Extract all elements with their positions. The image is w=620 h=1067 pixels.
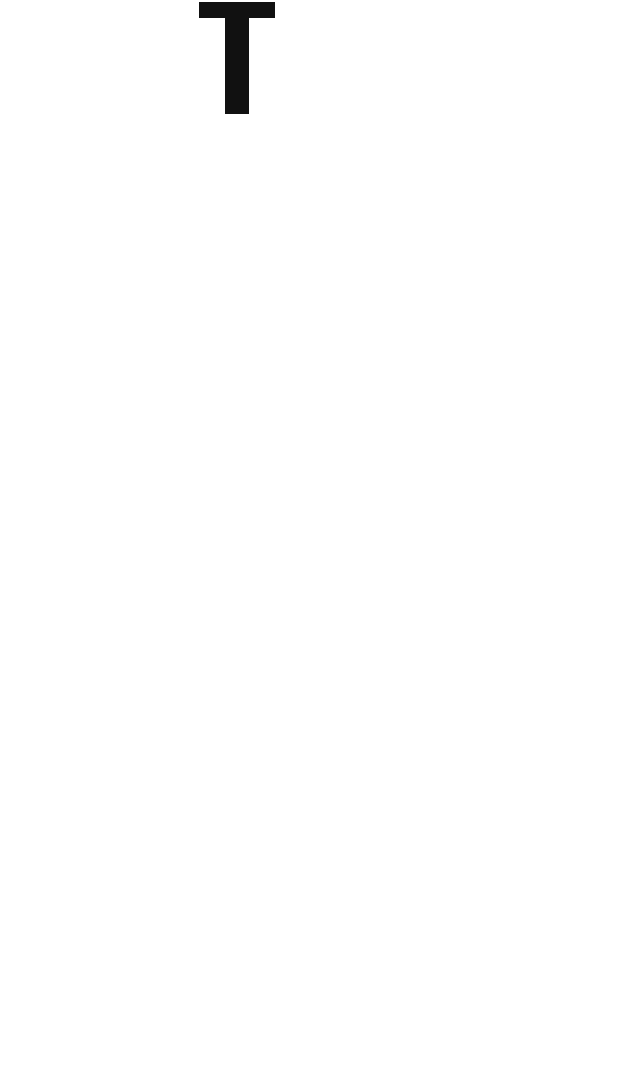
drop-cap: [199, 2, 275, 114]
drop-cap-stem: [225, 2, 249, 114]
